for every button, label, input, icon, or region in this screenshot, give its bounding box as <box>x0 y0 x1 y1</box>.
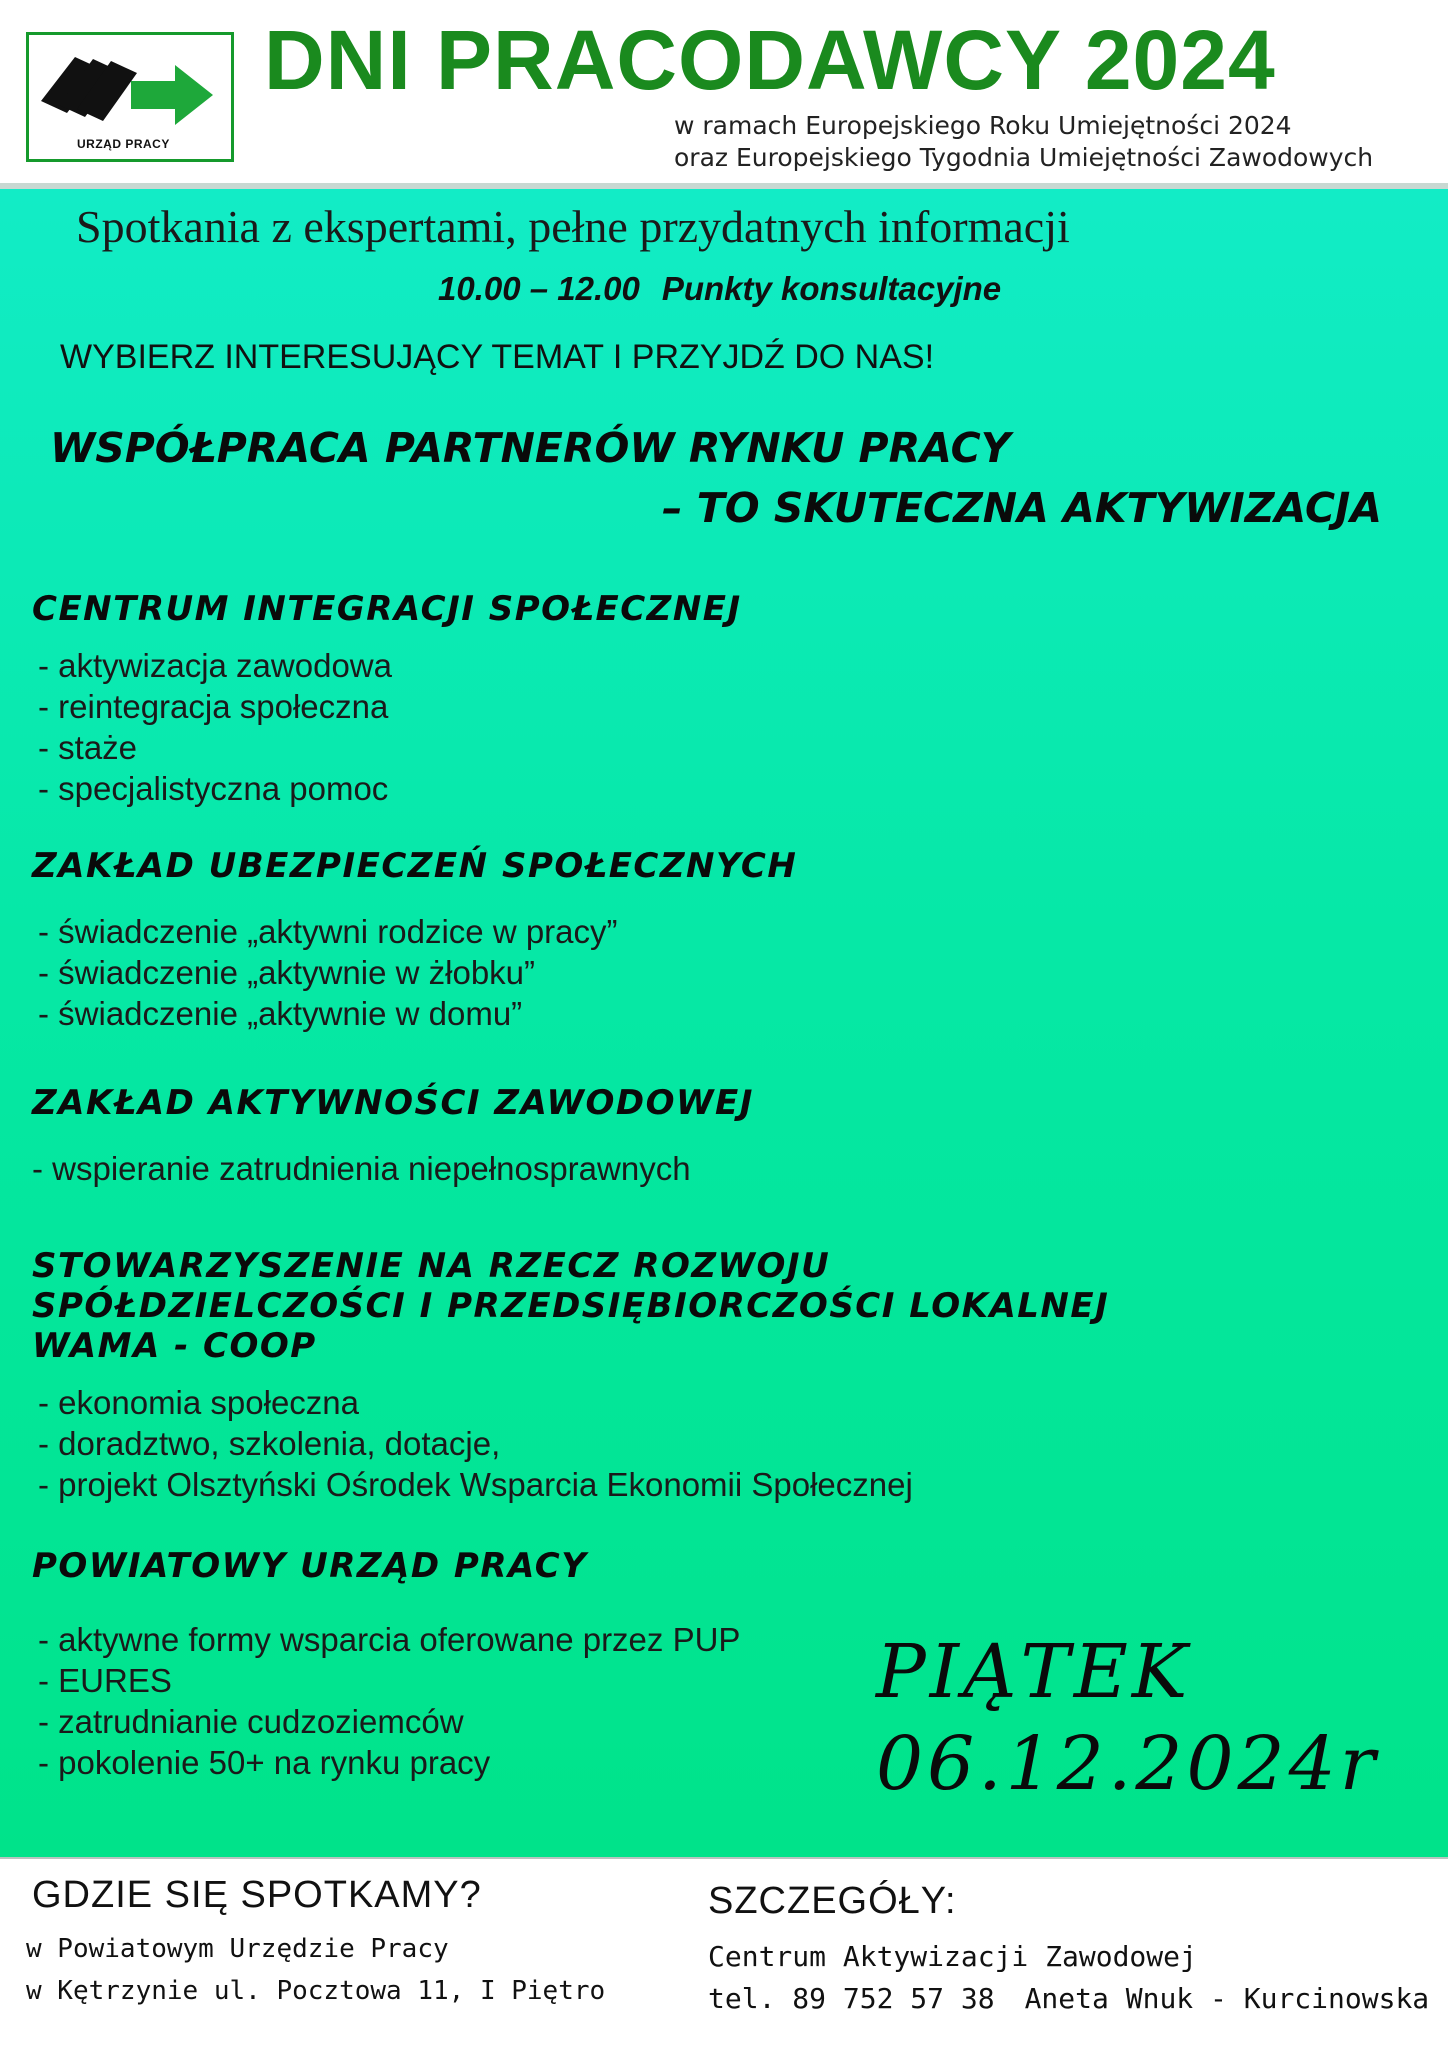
where-heading: GDZIE SIĘ SPOTKAMY? <box>32 1874 482 1916</box>
event-date <box>876 1626 1379 1810</box>
list-item: - projekt Olsztyński Ośrodek Wsparcia Ekonomii Społecznej <box>38 1466 913 1503</box>
event-day: PIĄTEK <box>876 1629 1192 1715</box>
list-item: - aktywne formy wsparcia oferowane przez PUP <box>38 1621 741 1658</box>
footer-divider <box>0 1857 1448 1859</box>
section-title-zus <box>32 846 797 886</box>
details-phone: tel. 89 752 57 38 <box>708 1982 995 2015</box>
section-list-wama-coop <box>38 1382 913 1505</box>
list-item: - wspieranie zatrudnienia niepełnosprawnych <box>32 1150 691 1187</box>
section-list-cis <box>38 645 392 809</box>
list-item: - reintegracja społeczna <box>38 688 389 725</box>
section-list-pup <box>38 1619 740 1783</box>
list-item: - staże <box>38 729 138 766</box>
time-range: 10.00 – 12.00 <box>438 270 640 307</box>
list-item: - ekonomia społeczna <box>38 1384 360 1421</box>
section-title-line: POWIATOWY URZĄD PRACY <box>32 1546 588 1586</box>
list-item: - aktywizacja zawodowa <box>38 647 392 684</box>
subtitle-line-2: oraz Europejskiego Tygodnia Umiejętności Zawodowych <box>674 143 1374 172</box>
list-item: - pokolenie 50+ na rynku pracy <box>38 1744 491 1781</box>
consultation-time <box>438 270 1023 308</box>
subtitle-line-1: w ramach Europejskiego Roku Umiejętności 2024 <box>674 111 1292 140</box>
section-title-zaz <box>32 1083 754 1123</box>
details-heading: SZCZEGÓŁY: <box>708 1880 957 1922</box>
section-title-line: CENTRUM INTEGRACJI SPOŁECZNEJ <box>32 589 742 629</box>
section-list-zus <box>38 911 618 1034</box>
list-item: - świadczenie „aktywnie w domu” <box>38 995 523 1032</box>
details-person: Aneta Wnuk - Kurcinowska <box>1024 1982 1430 2015</box>
section-list-zaz <box>32 1148 691 1189</box>
where-line-2: w Kętrzynie ul. Pocztowa 11, I Piętro <box>26 1976 606 2006</box>
list-item: - specjalistyczna pomoc <box>38 770 389 807</box>
list-item: - świadczenie „aktywnie w żłobku” <box>38 954 536 991</box>
slogan-line-1: WSPÓŁPRACA PARTNERÓW RYNKU PRACY <box>50 424 1011 472</box>
event-date-value: 06.12.2024r <box>876 1721 1380 1807</box>
section-title-wama-coop <box>32 1246 1109 1366</box>
slogan-line-2: – TO SKUTECZNA AKTYWIZACJA <box>662 484 1383 532</box>
section-title-pup <box>32 1546 587 1586</box>
logo-label: URZĄD PRACY <box>77 137 170 151</box>
list-item: - doradztwo, szkolenia, dotacje, <box>38 1425 501 1462</box>
page-title: DNI PRACODAWCY 2024 <box>264 13 1276 107</box>
section-title-line: ZAKŁAD AKTYWNOŚCI ZAWODOWEJ <box>32 1083 754 1123</box>
intro-tagline: Spotkania z ekspertami, pełne przydatnych informacji <box>76 201 1070 252</box>
where-line-1: w Powiatowym Urzędzie Pracy <box>26 1934 449 1964</box>
section-title-line: ZAKŁAD UBEZPIECZEŃ SPOŁECZNYCH <box>32 846 798 886</box>
urzad-pracy-logo <box>26 32 234 162</box>
details-line-1: Centrum Aktywizacji Zawodowej <box>708 1940 1197 1973</box>
list-item: - EURES <box>38 1662 172 1699</box>
call-to-action: WYBIERZ INTERESUJĄCY TEMAT I PRZYJDŹ DO NAS! <box>60 338 935 376</box>
details-contact <box>708 1982 1429 2015</box>
section-title-line: SPÓŁDZIELCZOŚCI I PRZEDSIĘBIORCZOŚCI LOKALNEJ <box>32 1286 1110 1326</box>
list-item: - świadczenie „aktywni rodzice w pracy” <box>38 913 618 950</box>
section-title-cis <box>32 589 742 629</box>
logo-cards-arrow-icon <box>35 39 225 137</box>
section-title-line: STOWARZYSZENIE NA RZECZ ROZWOJU <box>32 1246 831 1286</box>
section-title-line: WAMA - COOP <box>32 1326 317 1366</box>
time-label: Punkty konsultacyjne <box>661 270 1002 307</box>
list-item: - zatrudnianie cudzoziemców <box>38 1703 464 1740</box>
